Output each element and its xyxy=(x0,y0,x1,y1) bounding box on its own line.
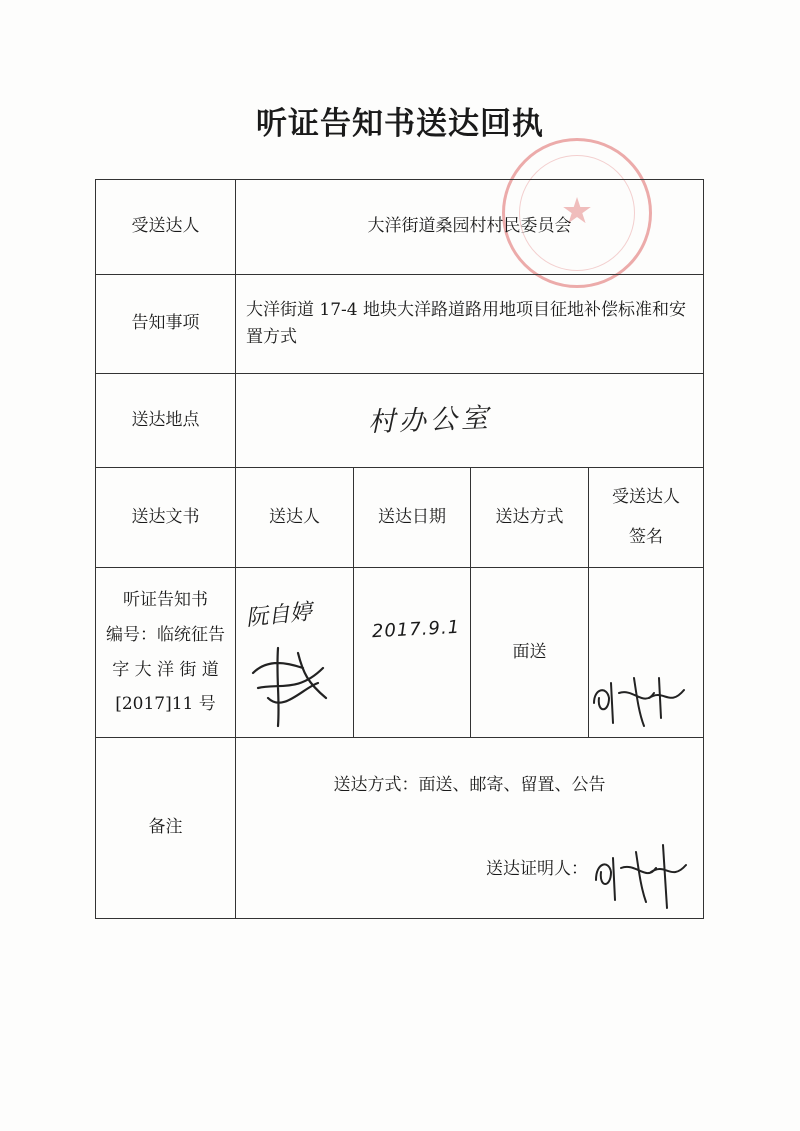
remark-methods: 送达方式：面送、邮寄、留置、公告 xyxy=(333,775,606,795)
location-label: 送达地点 xyxy=(96,374,236,468)
doc-value-line3: 字 大 洋 街 道 xyxy=(112,659,219,680)
method-label: 送达方式 xyxy=(471,468,589,568)
remark-label: 备注 xyxy=(96,738,236,919)
doc-value-line1: 听证告知书 xyxy=(123,589,208,610)
doc-label: 送达文书 xyxy=(96,468,236,568)
location-value: 村办公室 xyxy=(366,402,492,439)
location-row xyxy=(96,374,704,468)
date-label: 送达日期 xyxy=(354,468,471,568)
document-title: 听证告知书送达回执 xyxy=(256,106,544,142)
recipient-value: 大洋街道桑园村村民委员会 xyxy=(236,180,704,275)
date-cell xyxy=(354,568,471,738)
date-value: 2017.9.1 xyxy=(371,616,461,643)
receipt-table xyxy=(95,179,704,919)
recipient-row xyxy=(96,180,704,275)
recipient-signature-cell xyxy=(589,568,704,738)
recipient-label: 受送达人 xyxy=(96,180,236,275)
doc-value-line4: [2017]11 号 xyxy=(115,694,216,715)
scribble-signature-icon xyxy=(248,638,338,728)
matter-value: 大洋街道 17-4 地块大洋路道路用地项目征地补偿标准和安置方式 xyxy=(236,275,704,374)
seal-star-icon: ★ xyxy=(560,191,594,232)
method-value: 面送 xyxy=(471,568,589,738)
recipient-signature-icon xyxy=(589,668,689,728)
remark-content xyxy=(236,738,703,918)
detail-row xyxy=(96,568,704,738)
sign-label-line2: 签名 xyxy=(629,526,663,547)
remark-witness-label: 送达证明人： xyxy=(486,859,588,879)
header-row xyxy=(96,468,704,568)
remark-cell xyxy=(236,738,704,919)
sign-label-cell xyxy=(589,468,704,568)
remark-row xyxy=(96,738,704,919)
server-signature-text: 阮自婷 xyxy=(244,599,314,632)
server-signature-cell xyxy=(236,568,354,738)
matter-label: 告知事项 xyxy=(96,275,236,374)
doc-value-line2: 编号：临统征告 xyxy=(106,624,225,645)
witness-signature-icon xyxy=(591,840,691,910)
sign-label-line1: 受送达人 xyxy=(612,487,680,508)
matter-row xyxy=(96,275,704,374)
server-label: 送达人 xyxy=(236,468,354,568)
location-cell xyxy=(236,374,704,468)
doc-value-cell xyxy=(96,568,236,738)
